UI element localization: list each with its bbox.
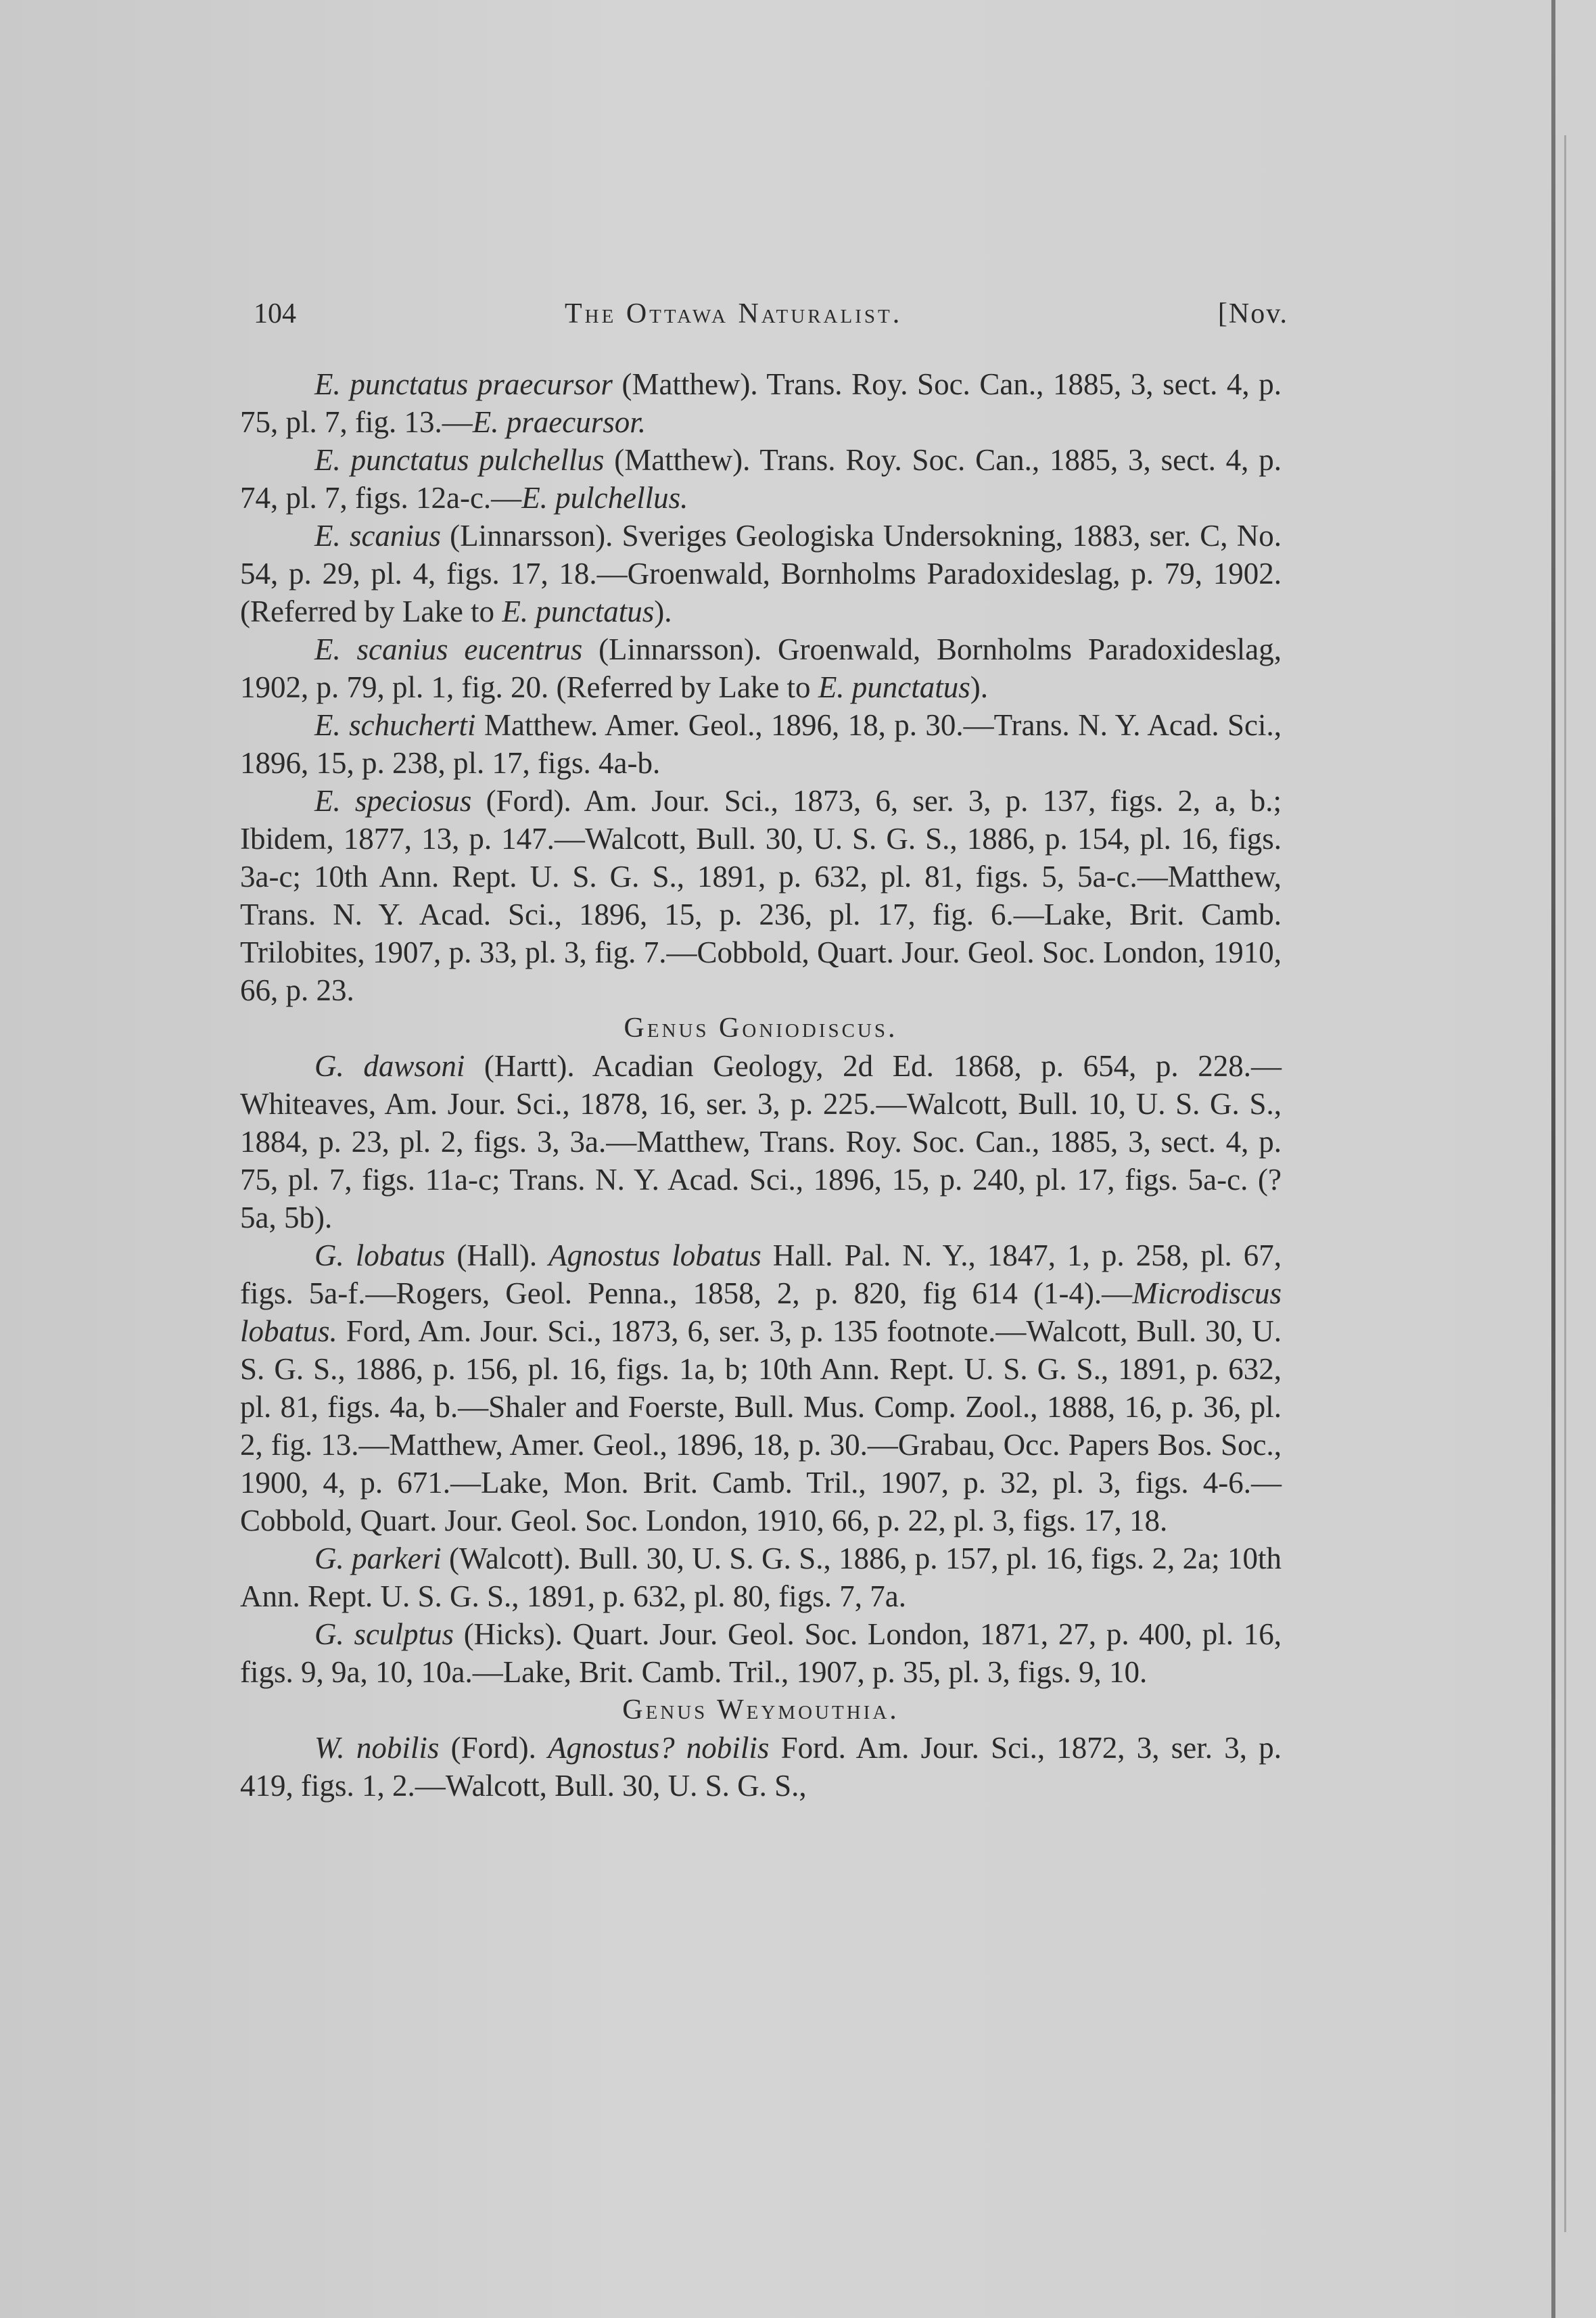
synonym-name: Agnostus? nobilis <box>548 1731 770 1765</box>
entry <box>240 1729 1282 1805</box>
entry <box>240 1236 1282 1539</box>
species-name: W. nobilis <box>314 1731 440 1765</box>
entry <box>240 630 1282 706</box>
running-header <box>254 298 1288 338</box>
citation-text: (Matthew). Trans. Roy. Soc. Can., 1885, 3, sect. 4, p. 74, pl. 7, figs. 12a-c.— <box>240 443 1282 515</box>
synonym-name: E. pulchellus. <box>521 481 688 515</box>
citation-text: (Hartt). Acadian Geology, 2d Ed. 1868, p. 654, p. 228.—Whiteaves, Am. Jour. Sci., 1878, 16, ser. 3, p. 225.—Walcott, Bull. 10, U. S. G. S., 1884, p. 23, pl. 2, figs. 3, 3a.—Matthew, Trans. Roy. Soc. Can., 1885, 3, sect. 4, p. 75, pl. 7, figs. 11a-c; Trans. N. Y. Acad. Sci., 1896, 15, p. 240, pl. 17, figs. 5a-c. (? 5a, 5b). <box>240 1049 1282 1234</box>
species-name: E. speciosus <box>314 784 472 818</box>
journal-title: The Ottawa Naturalist. <box>565 298 903 329</box>
citation-text: (Linnarsson). Sveriges Geologiska Undersokning, 1883, ser. C, No. 54, p. 29, pl. 4, figs. 17, 18.—Groenwald, Bornholms Paradoxideslag, p. 79, 1902. (Referred by Lake to <box>240 519 1282 628</box>
genus-heading: Genus Goniodiscus. <box>624 1013 898 1044</box>
species-name: G. parkeri <box>314 1542 442 1575</box>
genus-heading: Genus Weymouthia. <box>622 1694 899 1725</box>
entry <box>240 1047 1282 1236</box>
entry <box>240 782 1282 1009</box>
entry <box>240 1615 1282 1691</box>
citation-text: Matthew. Amer. Geol., 1896, 18, p. 30.—Trans. N. Y. Acad. Sci., 1896, 15, p. 238, pl. 17, figs. 4a-b. <box>240 708 1282 780</box>
citation-text: (Matthew). Trans. Roy. Soc. Can., 1885, 3, sect. 4, p. 75, pl. 7, fig. 13.— <box>240 367 1282 439</box>
species-name: E. scanius eucentrus <box>314 632 583 666</box>
species-name: G. dawsoni <box>314 1049 465 1083</box>
synonym-name: E. punctatus <box>502 595 655 628</box>
species-name: E. punctatus pulchellus <box>314 443 605 477</box>
citation-tail: Ford, Am. Jour. Sci., 1873, 6, ser. 3, p. 135 footnote.—Walcott, Bull. 30, U. S. G. S., 1886, p. 156, pl. 16, figs. 1a, b; 10th Ann. Rept. U. S. G. S., 1891, p. 632, pl. 81, figs. 4a, b.—Shaler and Foerste, Bull. Mus. Comp. Zool., 1888, 16, p. 36, pl. 2, fig. 13.—Matthew, Amer. Geol., 1896, 18, p. 30.—Grabau, Occ. Papers Bos. Soc., 1900, 4, p. 671.—Lake, Mon. Brit. Camb. Tril., 1907, p. 32, pl. 3, figs. 4-6.—Cobbold, Quart. Jour. Geol. Soc. London, 1910, 66, p. 22, pl. 3, figs. 17, 18. <box>240 1314 1282 1537</box>
citation-text: (Linnarsson). Groenwald, Bornholms Paradoxideslag, 1902, p. 79, pl. 1, fig. 20. (Referred by Lake to <box>240 632 1282 704</box>
text-body <box>240 365 1282 1805</box>
species-name: G. lobatus <box>314 1238 446 1272</box>
species-name: E. scanius <box>314 519 441 553</box>
citation-text: (Hall). <box>445 1238 549 1272</box>
synonym-name: E. punctatus <box>818 670 970 704</box>
citation-text: (Hicks). Quart. Jour. Geol. Soc. London, 1871, 27, p. 400, pl. 16, figs. 9, 9a, 10, 10a.—Lake, Brit. Camb. Tril., 1907, p. 35, pl. 3, figs. 9, 10. <box>240 1617 1282 1689</box>
entry <box>240 517 1282 630</box>
page-edge-line <box>1564 135 1566 2232</box>
page-number: 104 <box>254 298 296 329</box>
entry <box>240 365 1282 441</box>
species-name: E. punctatus praecursor <box>314 367 613 401</box>
synonym-name: E. praecursor. <box>472 405 646 439</box>
entry <box>240 441 1282 517</box>
citation-tail: Hall. Pal. N. Y., 1847, 1, p. 258, pl. 67, figs. 5a-f.—Rogers, Geol. Penna., 1858, 2, p. 820, fig 614 (1-4).— <box>240 1238 1282 1310</box>
species-name: G. sculptus <box>314 1617 454 1651</box>
entry <box>240 1539 1282 1615</box>
synonym-name: Microdiscus lobatus. <box>240 1276 1282 1348</box>
issue-month: [Nov. <box>1217 298 1288 329</box>
citation-text: (Walcott). Bull. 30, U. S. G. S., 1886, p. 157, pl. 16, figs. 2, 2a; 10th Ann. Rept. U. S. G. S., 1891, p. 632, pl. 80, figs. 7, 7a. <box>240 1542 1282 1613</box>
citation-text: (Ford). <box>439 1731 548 1765</box>
synonym-name: Agnostus lobatus <box>548 1238 761 1272</box>
citation-text: (Ford). Am. Jour. Sci., 1873, 6, ser. 3, p. 137, figs. 2, a, b.; Ibidem, 1877, 13, p. 147.—Walcott, Bull. 30, U. S. G. S., 1886, p. 154, pl. 16, figs. 3a-c; 10th Ann. Rept. U. S. G. S., 1891, p. 632, pl. 81, figs. 5, 5a-c.—Matthew, Trans. N. Y. Acad. Sci., 1896, 15, p. 236, pl. 17, fig. 6.—Lake, Brit. Camb. Trilobites, 1907, p. 33, pl. 3, fig. 7.—Cobbold, Quart. Jour. Geol. Soc. London, 1910, 66, p. 23. <box>240 784 1282 1007</box>
citation-tail: Ford. Am. Jour. Sci., 1872, 3, ser. 3, p. 419, figs. 1, 2.—Walcott, Bull. 30, U. S. G. S., <box>240 1731 1282 1803</box>
page-edge-shadow <box>1551 0 1555 2318</box>
citation-tail: ). <box>970 670 989 704</box>
citation-tail: ). <box>654 595 672 628</box>
species-name: E. schucherti <box>314 708 476 742</box>
entry <box>240 706 1282 782</box>
